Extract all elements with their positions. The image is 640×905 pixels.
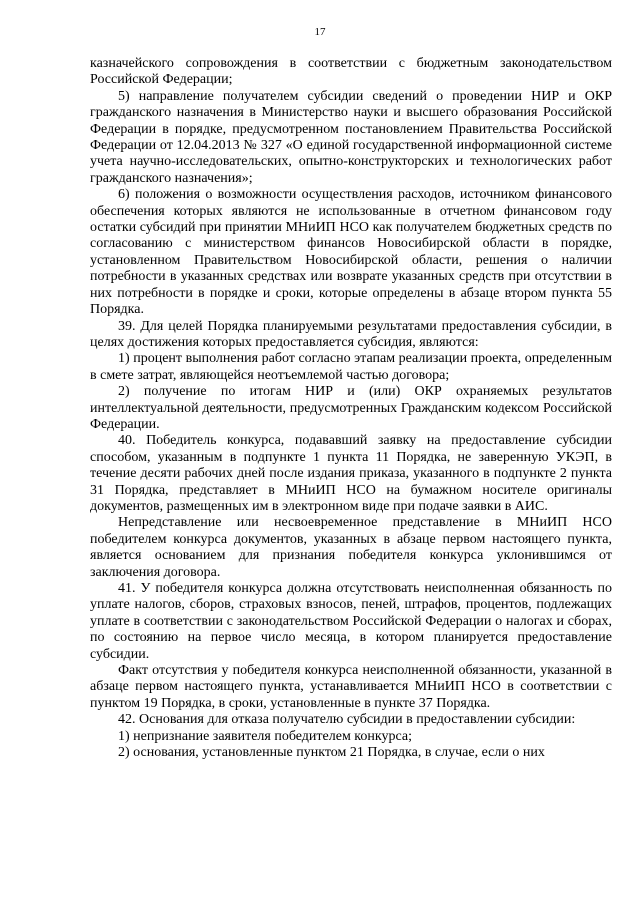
paragraph: 41. У победителя конкурса должна отсутствовать неисполненная обязанность по уплате налогов, сборов, страховых взносов, пеней, штрафов, процентов, подлежащих уплате в соответствии с законодательством Российской Федерации о налогах и сборах, по состоянию на первое число месяца, в котором планируется предоставление субсидии. xyxy=(90,581,612,662)
paragraph: 2) основания, установленные пунктом 21 Порядка, в случае, если о них xyxy=(118,745,545,761)
paragraph: 39. Для целей Порядка планируемыми результатами предоставления субсидии, в целях достижения которых предоставляется субсидия, являются: xyxy=(90,318,612,350)
paragraph: 2) получение по итогам НИР и (или) ОКР охраняемых результатов интеллектуальной деятельности, предусмотренных Гражданским кодексом Российской Федерации. xyxy=(90,384,612,432)
paragraph: 1) процент выполнения работ согласно этапам реализации проекта, определенным в смете затрат, являющейся неотъемлемой частью договора; xyxy=(90,351,612,383)
paragraph: 42. Основания для отказа получателю субсидии в предоставлении субсидии: xyxy=(118,712,576,728)
document-body xyxy=(90,56,612,761)
paragraph: 1) непризнание заявителя победителем конкурса; xyxy=(118,728,412,744)
paragraph: казначейского сопровождения в соответствии с бюджетным законодательством Российской Федерации; xyxy=(90,56,612,88)
paragraph: Факт отсутствия у победителя конкурса неисполненной обязанности, указанной в абзаце первом настоящего пункта, устанавливается МНиИП НСО в соответствии с пунктом 19 Порядка, в сроки, установленные в пункте 37 Порядка. xyxy=(90,663,612,711)
paragraph: 6) положения о возможности осуществления расходов, источником финансового обеспечения которых являются не использованные в отчетном финансовом году остатки субсидий при принятии МНиИП НСО как получателем бюджетных средств по согласованию с министерством финансов Новосибирской области в порядке, установленном Правительством Новосибирской области, решения о наличии потребности в указанных средствах или возврате указанных средств при отсутствии в них потребности в порядке и сроки, которые определены в абзаце втором пункта 55 Порядка. xyxy=(90,187,612,318)
page-number: 17 xyxy=(314,26,326,38)
paragraph: Непредставление или несвоевременное представление в МНиИП НСО победителем конкурса документов, указанных в абзаце первом настоящего пункта, является основанием для признания победителя конкурса уклонившимся от заключения договора. xyxy=(90,515,612,580)
paragraph: 5) направление получателем субсидии сведений о проведении НИР и ОКР гражданского назначения в Министерство науки и высшего образования Российской Федерации в порядке, предусмотренном постановлением Правительства Российской Федерации от 12.04.2013 № 327 «О единой государственной информационной системе учета научно-исследовательских, опытно-конструкторских и технологических работ гражданского назначения»; xyxy=(90,88,612,186)
paragraph: 40. Победитель конкурса, подававший заявку на предоставление субсидии способом, указанным в подпункте 1 пункта 11 Порядка, не заверенную УКЭП, в течение десяти рабочих дней после издания приказа, указанного в подпункте 2 пункта 31 Порядка, представляет в МНиИП НСО на бумажном носителе оригиналы документов, размещенных им в электронном виде при подаче заявки в АИС. xyxy=(90,433,612,514)
